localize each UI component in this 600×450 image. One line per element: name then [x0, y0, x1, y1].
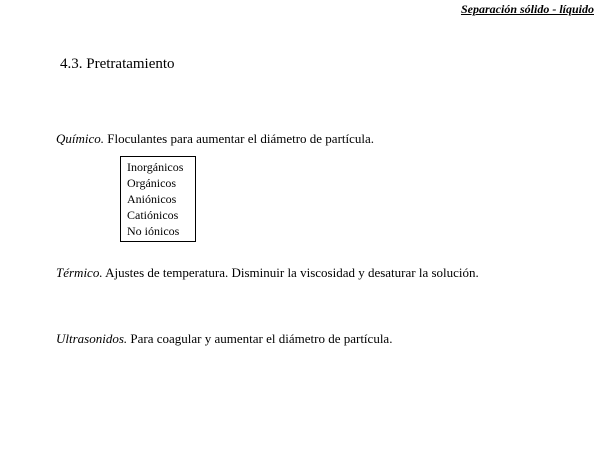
floculant-type-item: Aniónicos	[127, 192, 177, 206]
floculant-type-item: Orgánicos	[127, 176, 177, 190]
running-header: Separación sólido - líquido	[460, 2, 594, 16]
ultrasonidos-lead: Ultrasonidos.	[56, 331, 128, 346]
quimico-text: Floculantes para aumentar el diámetro de partícula.	[104, 131, 375, 146]
ultrasonidos-text: Para coagular y aumentar el diámetro de partícula.	[127, 331, 393, 346]
floculant-type-item: Catiónicos	[127, 208, 179, 222]
floculant-type-item: No iónicos	[127, 224, 180, 238]
section-title: 4.3. Pretratamiento	[60, 56, 175, 72]
paragraph-termico	[56, 265, 479, 281]
quimico-lead: Químico.	[56, 131, 105, 146]
floculant-type-item: Inorgánicos	[127, 160, 184, 174]
floculant-types-box	[120, 156, 196, 242]
termico-text: Ajustes de temperatura. Disminuir la viscosidad y desaturar la solución.	[102, 265, 479, 280]
termico-lead: Térmico.	[56, 265, 103, 280]
paragraph-quimico	[56, 131, 374, 147]
paragraph-ultrasonidos	[56, 331, 392, 347]
